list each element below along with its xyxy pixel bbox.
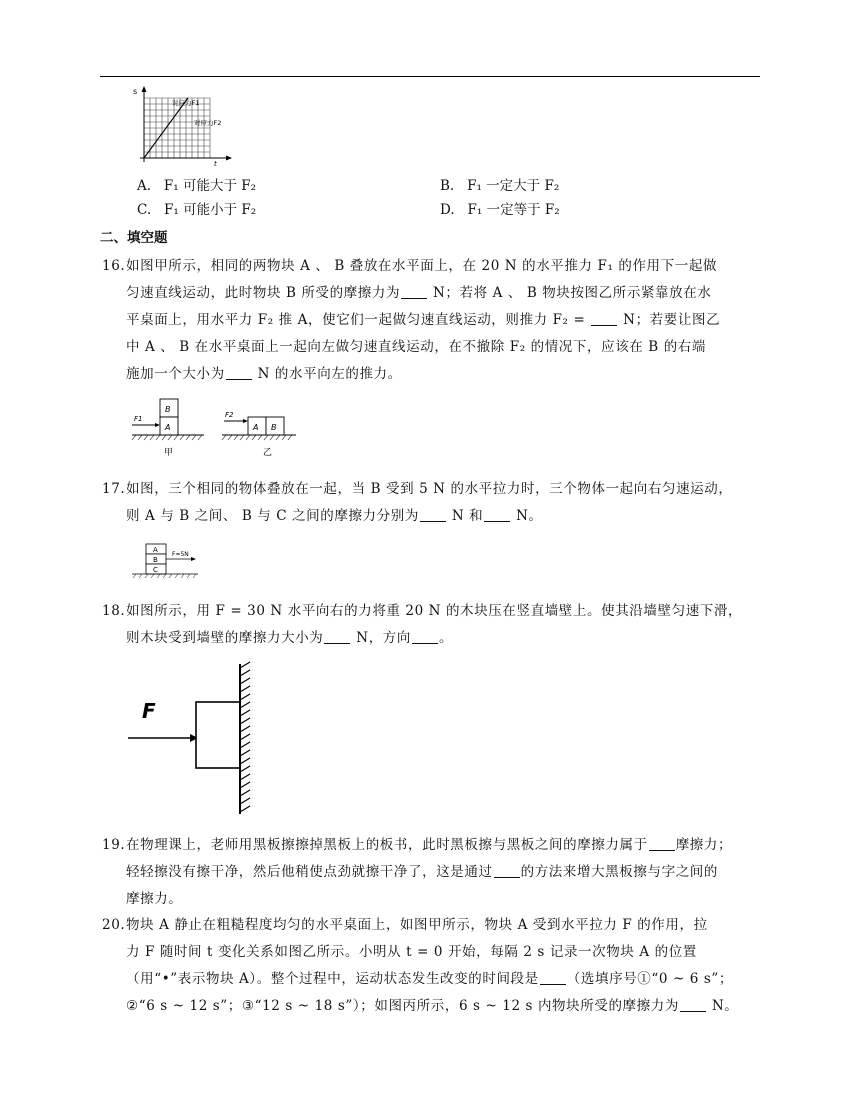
- svg-text:B: B: [271, 423, 277, 432]
- axis-t-label: t: [214, 160, 217, 166]
- choice-d[interactable]: D. F₁ 一定等于 F₂: [440, 202, 560, 218]
- question-19: 19. 在物理课上，老师用黑板擦擦掉黑板上的板书，此时黑板擦与黑板之间的摩擦力属于 摩擦力； 轻轻擦没有擦干净，然后他稍使点劲就擦干净了，这是通过 的方法来增大黑板擦与字之间的 摩擦力。: [104, 832, 768, 913]
- x-arrow-icon: [226, 156, 232, 161]
- section-title: 二、填空题: [100, 230, 168, 246]
- ground-hatch: [132, 435, 202, 440]
- svg-text:F2: F2: [225, 411, 234, 419]
- svg-text:A: A: [153, 546, 158, 554]
- axis-s-label: s: [133, 87, 138, 96]
- wooden-block: [196, 702, 240, 768]
- question-number: 20.: [102, 917, 126, 933]
- svg-text:C: C: [153, 566, 158, 574]
- graph-grid: [144, 98, 210, 158]
- label-f2: 对应力F2: [194, 119, 222, 127]
- question-16: 16. 如图甲所示，相同的两物块 A 、 B 叠放在水平面上，在 20 N 的水平推力 F₁ 的作用下一起做 匀速直线运动，此时物块 B 所受的摩擦力为 N；若将 A 、 B 物块按图乙所示紧靠放在水 平桌面上，用水平力 F₂ 推 A，使它们一起做匀速直线运动，则推力 F₂ = N；若要让图乙 中 A 、 B 在水平桌面上一起向左做匀速直线运动，在不撤除 F₂ 的情况下，应该在 B 的右端 施加一个大小为 N 的水平向左的推力。: [104, 253, 768, 388]
- svg-text:F=5N: F=5N: [172, 551, 189, 558]
- answer-blank[interactable]: [494, 863, 520, 878]
- choice-b[interactable]: B. F₁ 一定大于 F₂: [440, 178, 560, 194]
- answer-blank[interactable]: [420, 507, 446, 522]
- s-t-graph: [128, 84, 238, 166]
- question-18: 18. 如图所示，用 F = 30 N 水平向右的力将重 20 N 的木块压在竖直墙壁上。使其沿墙壁匀速下滑， 则木块受到墙壁的摩擦力大小为 N，方向 。: [104, 598, 768, 652]
- svg-text:A: A: [253, 423, 259, 432]
- question-17: 17. 如图，三个相同的物体叠放在一起，当 B 受到 5 N 的水平拉力时，三个物体一起向右匀速运动， 则 A 与 B 之间、 B 与 C 之间的摩擦力分别为 N 和 N。: [104, 476, 768, 530]
- svg-text:甲: 甲: [164, 448, 174, 458]
- choice-a[interactable]: A. F₁ 可能大于 F₂: [137, 178, 257, 194]
- q18-figure: [124, 660, 284, 818]
- svg-text:B: B: [165, 405, 171, 414]
- header-rule: [100, 76, 760, 77]
- answer-blank[interactable]: [412, 629, 438, 644]
- arrow-icon: [155, 423, 160, 427]
- answer-blank[interactable]: [324, 629, 350, 644]
- wall-hatch: [240, 662, 250, 812]
- question-number: 18.: [102, 603, 126, 619]
- question-number: 19.: [102, 837, 126, 853]
- force-f-label: F: [142, 699, 156, 723]
- ground-hatch: [133, 574, 196, 578]
- answer-blank[interactable]: [401, 284, 427, 299]
- question-number: 16.: [102, 258, 126, 274]
- svg-text:A: A: [165, 423, 171, 432]
- question-20: 20. 物块 A 静止在粗糙程度均匀的水平桌面上，如图甲所示，物块 A 受到水平拉力 F 的作用，拉 力 F 随时间 t 变化关系如图乙所示。小明从 t = 0 开始，每隔 2 s 记录一次物块 A 的位置 （用“•”表示物块 A）。整个过程中，运动状态发生改变的时间段是 （选填序号①“0 ~ 6 s”； ②“6 s ~ 12 s”；③“12 s ~ 18 s”）；如图丙所示，6 s ~ 12 s 内物块所受的摩擦力为 N。: [104, 912, 768, 1020]
- answer-blank[interactable]: [649, 836, 675, 851]
- answer-blank[interactable]: [540, 970, 566, 985]
- answer-blank[interactable]: [226, 365, 252, 380]
- answer-blank[interactable]: [680, 997, 706, 1012]
- answer-blank[interactable]: [591, 311, 617, 326]
- label-f1: 对应力F1: [172, 99, 200, 107]
- svg-text:B: B: [153, 556, 158, 564]
- question-number: 17.: [102, 481, 126, 497]
- svg-text:乙: 乙: [263, 448, 273, 458]
- y-arrow-icon: [142, 86, 147, 92]
- arrow-icon: [243, 419, 248, 423]
- q17-figure: [128, 540, 208, 586]
- choice-c[interactable]: C. F₁ 可能小于 F₂: [137, 202, 257, 218]
- q16-figure: [128, 393, 308, 463]
- ground-hatch: [222, 435, 292, 440]
- answer-blank[interactable]: [484, 507, 510, 522]
- svg-text:F1: F1: [134, 415, 143, 423]
- arrow-icon: [191, 557, 196, 561]
